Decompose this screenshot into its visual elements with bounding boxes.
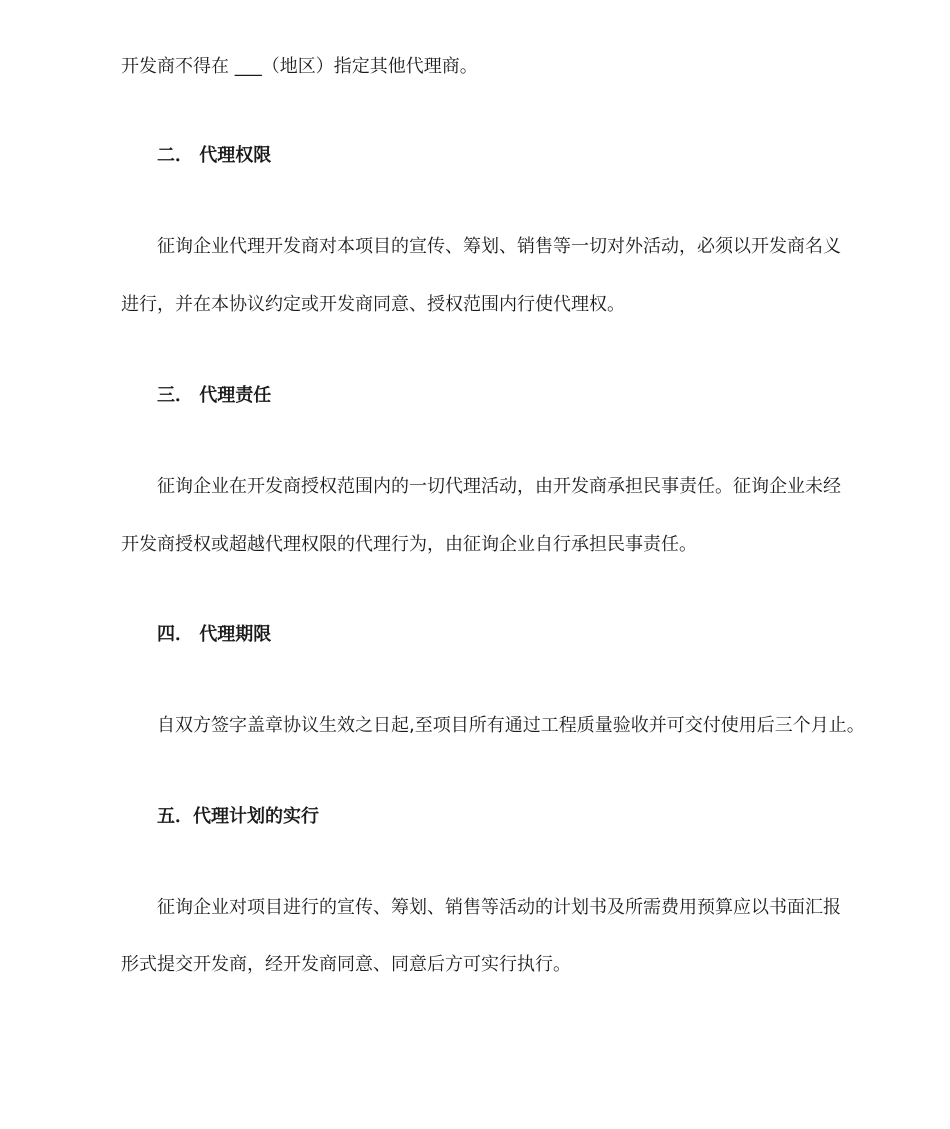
paragraph-line: 征询企业在开发商授权范围内的一切代理活动，由开发商承担民事责任。征询企业未经 [157,476,841,497]
paragraph-line: 征询企业对项目进行的宣传、筹划、销售等活动的计划书及所需费用预算应以书面汇报 [157,897,841,918]
intro-line: 开发商不得在 ___（地区）指定其他代理商。 [121,56,478,77]
paragraph-line: 形式提交开发商，经开发商同意、同意后方可实行执行。 [121,954,571,975]
paragraph-line: 开发商授权或超越代理权限的代理行为，由征询企业自行承担民事责任。 [121,534,697,555]
section-heading-authority: 二． 代理权限 [157,145,272,166]
paragraph-line: 进行，并在本协议约定或开发商同意、授权范围内行使代理权。 [121,294,625,315]
section-heading-responsibility: 三． 代理责任 [157,385,272,406]
section-heading-term: 四． 代理期限 [157,624,272,645]
section-heading-plan: 五．代理计划的实行 [157,806,319,827]
paragraph-line: 自双方签字盖章协议生效之日起,至项目所有通过工程质量验收并可交付使用后三个月止。 [157,715,865,736]
paragraph-line: 征询企业代理开发商对本项目的宣传、筹划、销售等一切对外活动，必须以开发商名义 [157,236,841,257]
